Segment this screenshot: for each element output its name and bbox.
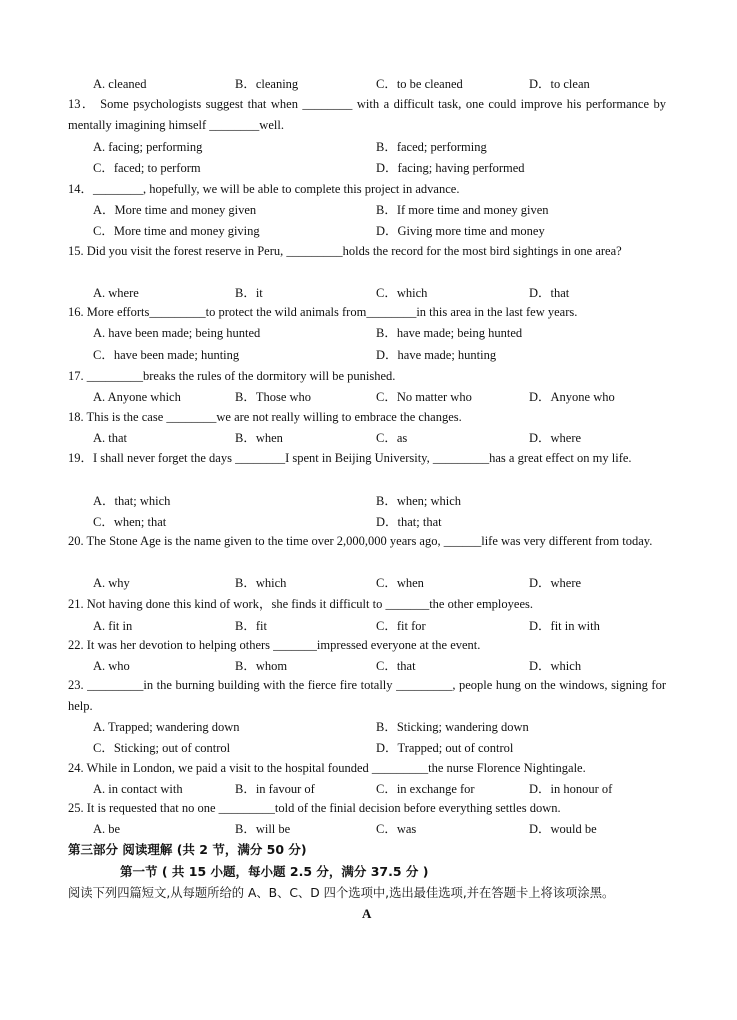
q20-option-c[interactable]: C．when <box>376 576 424 590</box>
q24-option-a[interactable]: A. in contact with <box>93 782 183 796</box>
q17-option-c[interactable]: C．No matter who <box>376 390 472 404</box>
q20-stem: 20. The Stone Age is the name given to the time over 2,000,000 years ago, ______life was very different from today. <box>68 534 653 548</box>
q24-stem: 24. While in London, we paid a visit to the hospital founded _________the nurse Florence Nightingale. <box>68 761 586 775</box>
q24-option-c[interactable]: C．in exchange for <box>376 782 475 796</box>
q21-option-b[interactable]: B．fit <box>235 619 267 633</box>
q14-stem: 14．________, hopefully, we will be able to complete this project in advance. <box>68 182 460 196</box>
q19-option-c[interactable]: C．when; that <box>93 515 167 529</box>
q15-option-c[interactable]: C．which <box>376 286 428 300</box>
section3-subheading: 第一节 ( 共 15 小题，每小题 2.5 分，满分 37.5 分 ) <box>120 864 429 879</box>
q14-option-d[interactable]: D．Giving more time and money <box>376 224 545 238</box>
q25-stem: 25. It is requested that no one _________told of the finial decision before everything settles down. <box>68 801 561 815</box>
q23-option-b[interactable]: B．Sticking; wandering down <box>376 720 529 734</box>
q22-option-b[interactable]: B．whom <box>235 659 288 673</box>
q19-stem: 19．I shall never forget the days ________I spent in Beijing University, _________has a great effect on my life. <box>68 451 632 465</box>
section3-instruction: 阅读下列四篇短文,从每题所给的 A、B、C、D 四个选项中,选出最佳选项,并在答题卡上将该项涂黑。 <box>68 886 615 900</box>
q14-option-b[interactable]: B．If more time and money given <box>376 203 549 217</box>
q17-stem: 17. _________breaks the rules of the dormitory will be punished. <box>68 369 396 383</box>
q13-option-b[interactable]: B．faced; performing <box>376 140 487 154</box>
q23-option-c[interactable]: C．Sticking; out of control <box>93 741 231 755</box>
q18-option-c[interactable]: C．as <box>376 431 408 445</box>
section3-heading: 第三部分 阅读理解 (共 2 节，满分 50 分) <box>68 842 307 857</box>
q12-option-d[interactable]: D．to clean <box>529 77 590 91</box>
q19-option-a[interactable]: A．that; which <box>93 494 171 508</box>
q21-option-d[interactable]: D．fit in with <box>529 619 600 633</box>
q22-option-a[interactable]: A. who <box>93 659 130 673</box>
q20-option-d[interactable]: D．where <box>529 576 582 590</box>
q13-stem: 13． Some psychologists suggest that when ________ with a difficult task, one could improve his performance by mentally imagining himself ________well. <box>68 97 666 132</box>
q25-option-a[interactable]: A. be <box>93 822 121 836</box>
q20-option-a[interactable]: A. why <box>93 576 130 590</box>
q16-option-b[interactable]: B．have made; being hunted <box>376 326 523 340</box>
q17-option-d[interactable]: D．Anyone who <box>529 390 615 404</box>
passage-label: A <box>362 906 372 921</box>
q15-option-d[interactable]: D．that <box>529 286 570 300</box>
q22-option-c[interactable]: C．that <box>376 659 416 673</box>
q19-option-b[interactable]: B．when; which <box>376 494 462 508</box>
q19-option-d[interactable]: D．that; that <box>376 515 442 529</box>
q18-option-d[interactable]: D．where <box>529 431 582 445</box>
q22-stem: 22. It was her devotion to helping others _______impressed everyone at the event. <box>68 638 481 652</box>
q12-option-b[interactable]: B．cleaning <box>235 77 299 91</box>
q22-option-d[interactable]: D．which <box>529 659 582 673</box>
q15-stem: 15. Did you visit the forest reserve in Peru, _________holds the record for the most bird sightings in one area? <box>68 244 622 258</box>
q16-option-d[interactable]: D．have made; hunting <box>376 348 497 362</box>
q16-stem: 16. More efforts_________to protect the wild animals from________in this area in the last few years. <box>68 305 578 319</box>
q23-stem: 23. _________in the burning building with the fierce fire totally _________, people hung on the windows, signing for help. <box>68 678 666 713</box>
q23-option-d[interactable]: D．Trapped; out of control <box>376 741 514 755</box>
q25-option-d[interactable]: D．would be <box>529 822 597 836</box>
q13-option-a[interactable]: A. facing; performing <box>93 140 203 154</box>
q15-option-b[interactable]: B．it <box>235 286 263 300</box>
q21-option-a[interactable]: A. fit in <box>93 619 133 633</box>
q16-option-c[interactable]: C．have been made; hunting <box>93 348 240 362</box>
q18-option-a[interactable]: A. that <box>93 431 128 445</box>
q13-option-d[interactable]: D．facing; having performed <box>376 161 525 175</box>
q24-option-d[interactable]: D．in honour of <box>529 782 613 796</box>
q24-option-b[interactable]: B．in favour of <box>235 782 315 796</box>
q17-option-a[interactable]: A. Anyone which <box>93 390 181 404</box>
q14-option-c[interactable]: C．More time and money giving <box>93 224 260 238</box>
q23-option-a[interactable]: A. Trapped; wandering down <box>93 720 240 734</box>
q14-option-a[interactable]: A．More time and money given <box>93 203 257 217</box>
q20-option-b[interactable]: B．which <box>235 576 287 590</box>
q18-stem: 18. This is the case ________we are not really willing to embrace the changes. <box>68 410 462 424</box>
q25-option-b[interactable]: B．will be <box>235 822 291 836</box>
q12-option-c[interactable]: C．to be cleaned <box>376 77 463 91</box>
q13-option-c[interactable]: C．faced; to perform <box>93 161 201 175</box>
q12-option-a[interactable]: A. cleaned <box>93 77 147 91</box>
q17-option-b[interactable]: B．Those who <box>235 390 312 404</box>
q18-option-b[interactable]: B．when <box>235 431 283 445</box>
q25-option-c[interactable]: C．was <box>376 822 417 836</box>
q15-option-a[interactable]: A. where <box>93 286 139 300</box>
q21-stem: 21. Not having done this kind of work，she finds it difficult to _______the other employees. <box>68 597 533 611</box>
q21-option-c[interactable]: C．fit for <box>376 619 426 633</box>
q16-option-a[interactable]: A. have been made; being hunted <box>93 326 261 340</box>
